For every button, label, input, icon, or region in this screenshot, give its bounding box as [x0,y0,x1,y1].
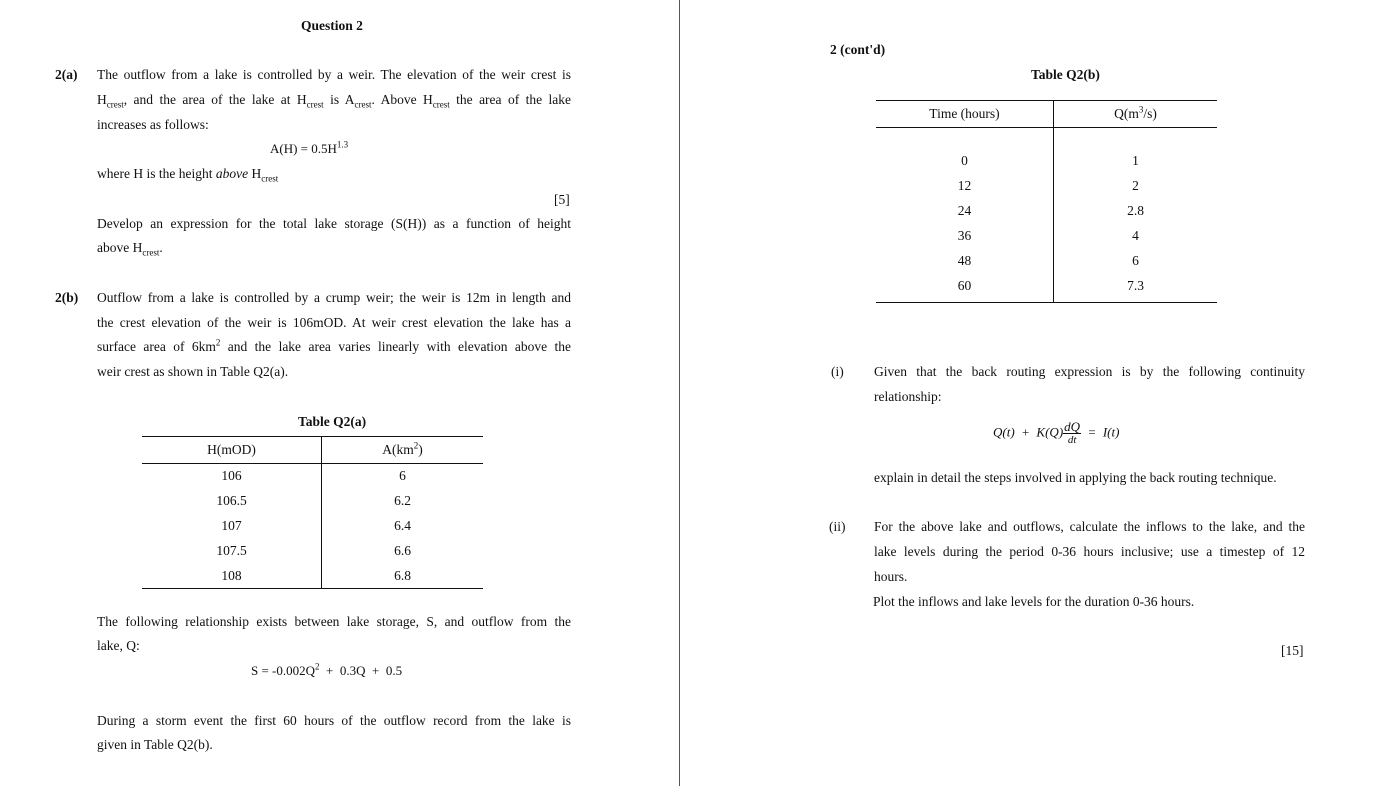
part-ii-line1: For the above lake and outflows, calculate the inflows to the lake, and the [874,519,1305,534]
continued-heading: 2 (cont'd) [830,42,886,57]
table-cell: 7.3 [1127,278,1144,293]
table-cell: 107.5 [142,539,322,564]
continuity-equation: Q(t) + K(Q) $\frac{dQ}{dt}$ = I(t) [993,419,1120,446]
table-row [142,489,483,514]
table-cell: 60 [876,274,1054,299]
table-cell: 1 [1132,153,1139,168]
table-row [876,274,1217,299]
table-cell: 6.2 [394,493,411,508]
part-i-explain: explain in detail the steps involved in applying the back routing technique. [874,470,1277,485]
table-row [142,564,483,589]
q2b-line4: weir crest as shown in Table Q2(a). [97,364,289,379]
q2b-line1: Outflow from a lake is controlled by a crump weir; the weir is 12m in length and [97,290,571,305]
table-cell: 106 [142,464,322,489]
area-equation: $A(H) = 0.5H^{1.3}$ [270,139,349,156]
table-row [142,539,483,564]
q2a-line3: increases as follows: [97,117,209,132]
table-row [876,224,1217,249]
table-q2b-header-time: Time (hours) [876,101,1054,128]
page-divider [679,0,680,786]
table-cell: 36 [876,224,1054,249]
table-cell: 2.8 [1127,203,1144,218]
table-cell: 6.4 [394,518,411,533]
q2a-develop-line1: Develop an expression for the total lake storage (S(H)) as a function of height [97,216,571,231]
table-cell: 6 [1132,253,1139,268]
table-row [876,149,1217,174]
table-cell: 108 [142,564,322,589]
storm-line2: given in Table Q2(b). [97,737,213,752]
table-row [876,249,1217,274]
table-q2a [142,436,483,589]
table-cell: 6 [399,468,406,484]
table-cell: 4 [1132,228,1139,243]
table-cell: 6.8 [394,567,411,583]
table-q2a-title: Table Q2(a) [298,414,367,429]
q2a-label: 2(a) [55,67,78,82]
question-title: Question 2 [301,18,363,33]
part-i-line1: Given that the back routing expression is by the following continuity [874,364,1305,379]
q2a-marks: [5] [554,192,570,207]
table-row [142,464,483,489]
storm-line1: During a storm event the first 60 hours of the outflow record from the lake is [97,713,571,728]
table-cell: 48 [876,249,1054,274]
part-ii-label: (ii) [829,519,846,534]
table-cell: 6.6 [394,543,411,558]
table-row [142,514,483,539]
part-ii-line2: lake levels during the period 0-36 hours inclusive; use a timestep of 12 [874,544,1305,559]
q2a-develop-line2: above $H_{crest}$. [97,240,163,258]
table-q2a-header-a: $A(km^2)$ [382,440,423,457]
part-ii-line3: hours. [874,569,908,584]
part-ii-plot: Plot the inflows and lake levels for the duration 0-36 hours. [873,594,1195,609]
part-i-label: (i) [831,364,844,379]
table-q2b [876,100,1217,303]
relationship-line1: The following relationship exists between lake storage, S, and outflow from the [97,614,571,629]
q2a-line1: The outflow from a lake is controlled by a weir. The elevation of the weir crest is [97,67,571,82]
q2b-line3: surface area of $6km^2$ and the lake area varies linearly with elevation above the [97,337,571,354]
table-cell: 2 [1132,178,1139,193]
table-cell: 107 [142,514,322,539]
table-cell: 12 [876,174,1054,199]
table-q2b-title: Table Q2(b) [1031,67,1100,82]
right-marks: [15] [1281,643,1304,658]
table-row [876,199,1217,224]
table-q2a-header-h: H(mOD) [142,437,322,464]
relationship-line2: lake, Q: [97,638,140,653]
q2b-label: 2(b) [55,290,79,305]
q2b-line2: the crest elevation of the weir is 106mOD. At weir crest elevation the lake has a [97,315,571,330]
part-i-line2: relationship: [874,389,942,404]
table-cell: 106.5 [142,489,322,514]
table-q2b-header-q: $Q(m^3/s)$ [1114,104,1157,121]
q2a-line2: $H_{crest}$, and the area of the lake at $H_{crest}$ is $A_{crest}$. Above $H_{crest}$ the area of the lake [97,92,572,110]
table-cell: 24 [876,199,1054,224]
table-row [876,174,1217,199]
q2a-where: where H is the height above $H_{crest}$ [97,166,279,184]
storage-equation: $S = -0.002Q^2 + 0.3Q + 0.5$ [251,661,403,678]
table-cell: 0 [876,149,1054,174]
